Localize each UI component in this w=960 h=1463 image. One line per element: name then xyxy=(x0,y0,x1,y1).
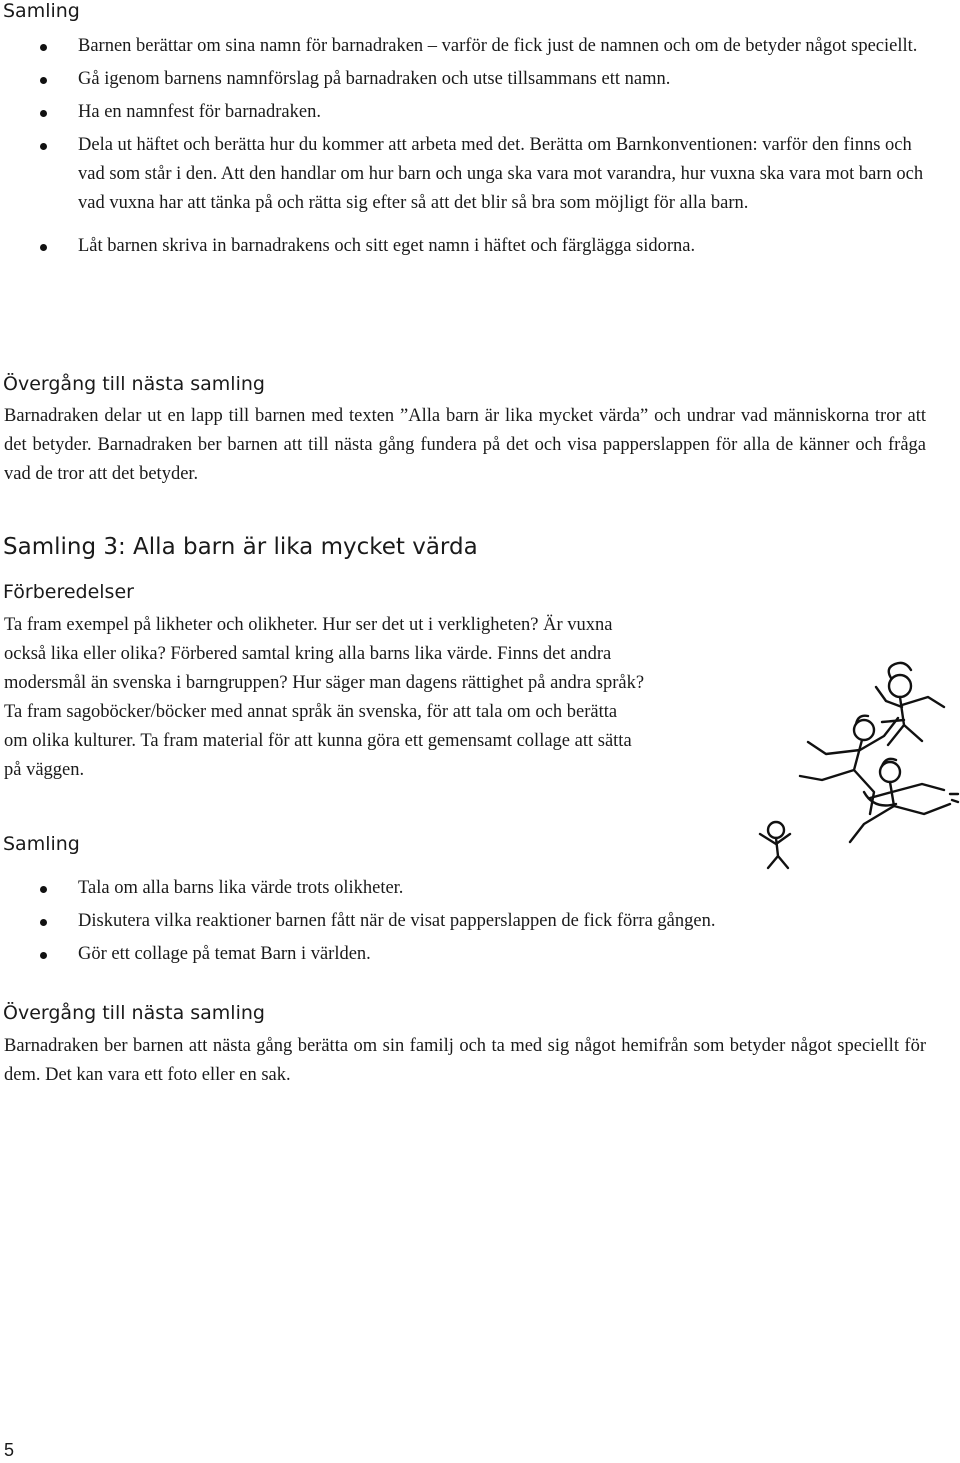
bullet-icon xyxy=(40,952,47,959)
running-children-icon xyxy=(752,660,960,870)
section-heading-samling-2: Samling xyxy=(3,833,80,855)
samling-bullet-list xyxy=(0,32,930,261)
bullet-icon xyxy=(40,44,47,51)
bullet-icon xyxy=(40,110,47,117)
transition-paragraph: Barnadraken delar ut en lapp till barnen med texten ”Alla barn är lika mycket värda” och undrar vad människorna tror att det betyder. Barnadraken ber barnen att till nästa gång fundera på det och visa papperslappen för alla de känner och fråga vad de tror att det betyder. xyxy=(4,406,926,484)
list-item: Dela ut häftet och berätta hur du kommer att arbeta med det. Berätta om Barnkonventionen: varför den finns och vad som står i den. Att den handlar om hur barn och unga ska vara mot varandra, hur vuxna ska vara mot barn och vad vuxna har att tänka på och rätta sig efter så att det blir så bra som möjligt för alla barn. xyxy=(0,131,930,218)
samling-bullet-list-2 xyxy=(0,874,930,969)
list-item: Tala om alla barns lika värde trots olikheter. xyxy=(0,874,930,903)
bullet-icon xyxy=(40,919,47,926)
transition-heading-2: Övergång till nästa samling xyxy=(3,1002,265,1024)
list-item: Diskutera vilka reaktioner barnen fått när de visat papperslappen de fick förra gången. xyxy=(0,907,930,936)
bullet-icon xyxy=(40,77,47,84)
transition-heading: Övergång till nästa samling xyxy=(3,373,265,395)
page-number: 5 xyxy=(4,1440,15,1460)
list-item: Gör ett collage på temat Barn i världen. xyxy=(0,940,930,969)
bullet-icon xyxy=(40,886,47,893)
preparations-paragraph: Ta fram exempel på likheter och olikheter. Hur ser det ut i verkligheten? Är vuxna också lika eller olika? Förbered samtal kring alla barns lika värde. Finns det andra modersmål än svenska i barngruppen? Hur säger man dagens rättighet på andra språk? Ta fram sagoböcker/böcker med annat språk än svenska, för att tala om och berätta om olika kulturer. Ta fram material för att kunna göra ett gemensamt collage att sätta på väggen. xyxy=(4,615,645,780)
list-item: Låt barnen skriva in barnadrakens och sitt eget namn i häftet och färglägga sidorna. xyxy=(0,232,930,261)
list-item: Ha en namnfest för barnadraken. xyxy=(0,98,930,127)
preparations-heading: Förberedelser xyxy=(3,581,134,603)
transition-paragraph-2: Barnadraken ber barnen att nästa gång berätta om sin familj och ta med sig något hemifrån som betyder något speciellt för dem. Det kan vara ett foto eller en sak. xyxy=(4,1036,926,1085)
page-title: Samling 3: Alla barn är lika mycket värda xyxy=(3,534,478,560)
section-heading-samling: Samling xyxy=(3,0,80,22)
list-item: Gå igenom barnens namnförslag på barnadraken och utse tillsammans ett namn. xyxy=(0,65,930,94)
bullet-icon xyxy=(40,244,47,251)
list-item: Barnen berättar om sina namn för barnadraken – varför de fick just de namnen och om de betyder något speciellt. xyxy=(0,32,930,61)
bullet-icon xyxy=(40,143,47,150)
